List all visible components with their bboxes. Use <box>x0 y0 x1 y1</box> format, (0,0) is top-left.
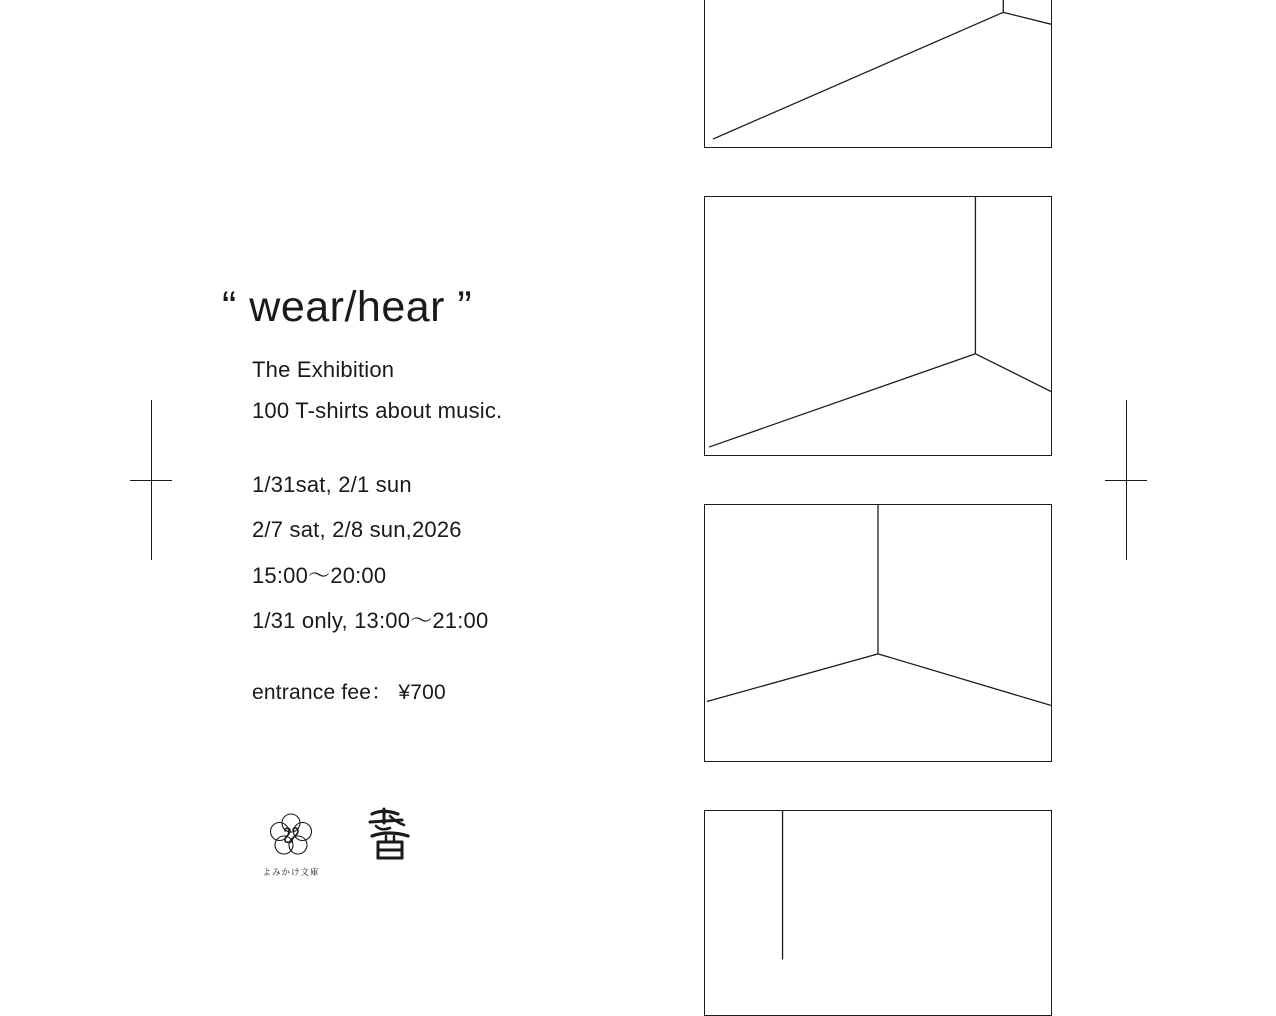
yomikake-bunko-logo <box>252 810 330 878</box>
flower-blossom-icon <box>266 810 316 860</box>
subtitle-line-2: 100 T-shirts about music. <box>252 397 503 423</box>
crop-mark-left-vertical <box>151 400 152 560</box>
yomikake-bunko-caption: よみかけ文庫 <box>262 868 320 878</box>
line-art-panel-4 <box>704 810 1052 1016</box>
crop-mark-right <box>1105 459 1147 501</box>
line-art-column <box>704 0 1054 960</box>
page-title: “ wear/hear ” <box>222 283 473 331</box>
poster-text-block <box>222 285 652 706</box>
line-art-panel-1 <box>704 0 1052 148</box>
schedule-line-4: 1/31 only, 13:00〜21:00 <box>252 608 489 634</box>
crop-mark-right-vertical <box>1126 400 1127 560</box>
schedule-line-1: 1/31sat, 2/1 sun <box>252 471 412 497</box>
subtitle-line-1: The Exhibition <box>252 357 395 383</box>
line-art-panel-2 <box>704 196 1052 456</box>
line-art-panel-3 <box>704 504 1052 762</box>
entrance-fee: entrance fee： ¥700 <box>252 680 446 704</box>
seiki-stamp-logo <box>364 806 416 868</box>
schedule-block <box>252 462 652 644</box>
crop-mark-left <box>130 459 172 501</box>
schedule-line-3: 15:00〜20:00 <box>252 562 387 588</box>
logo-row <box>252 806 416 878</box>
schedule-line-2: 2/7 sat, 2/8 sun,2026 <box>252 517 462 543</box>
